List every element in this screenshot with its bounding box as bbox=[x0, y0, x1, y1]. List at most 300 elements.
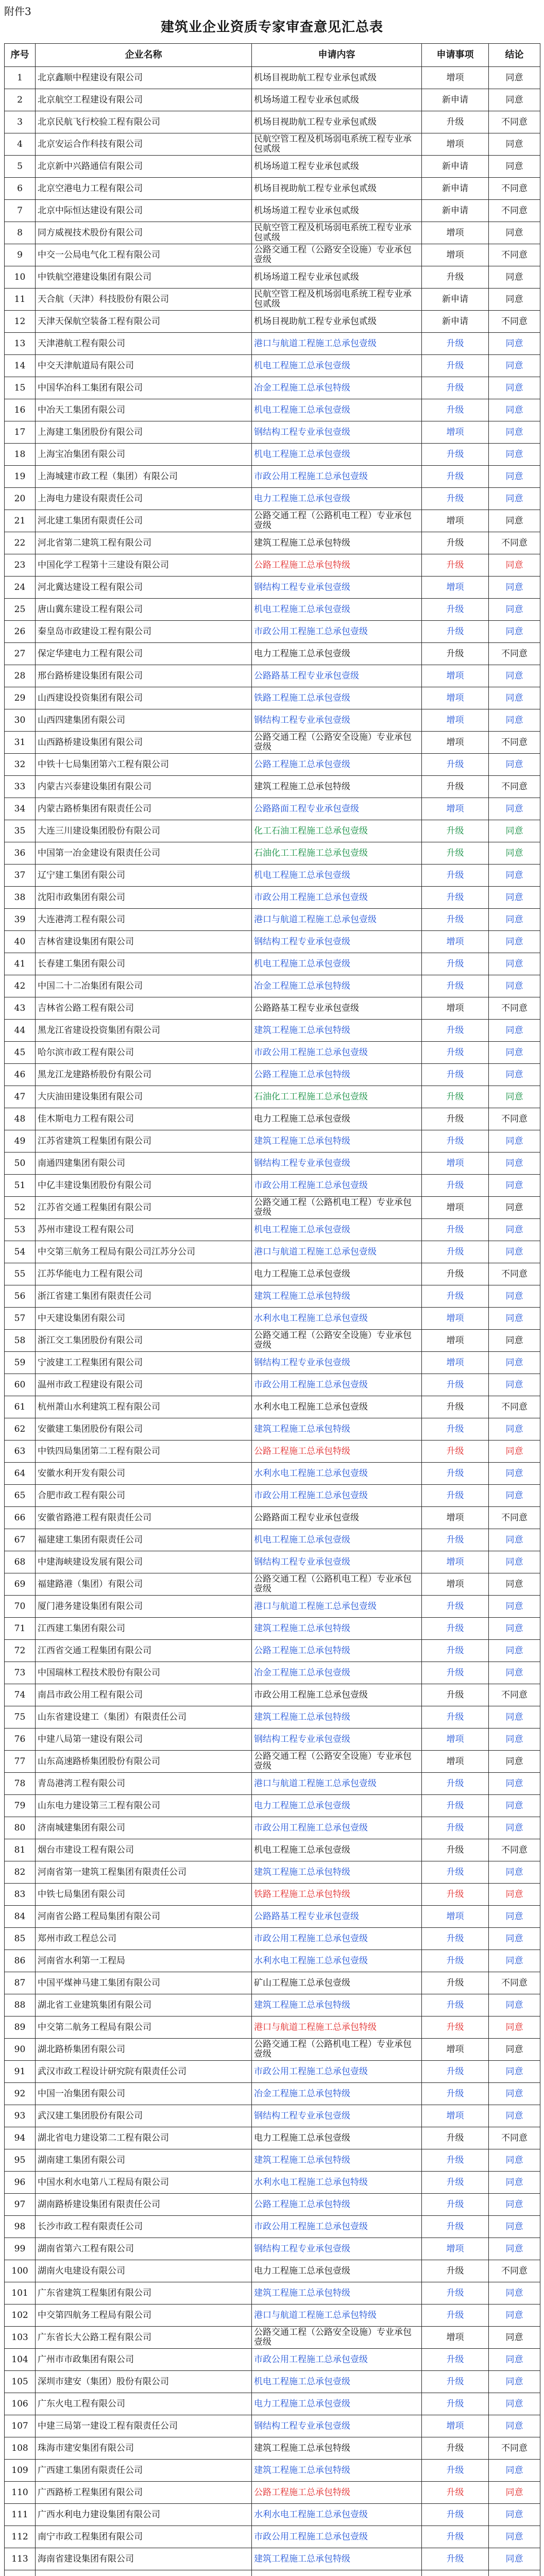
row-content: 民航空管工程及机场弱电系统工程专业承包贰级 bbox=[252, 222, 422, 244]
row-content: 机电工程施工总承包壹级 bbox=[252, 355, 422, 377]
row-result: 不同意 bbox=[489, 1396, 540, 1418]
row-content: 钢结构工程专业承包壹级 bbox=[252, 2415, 422, 2437]
row-company: 安徽建工集团股份有限公司 bbox=[36, 1418, 252, 1440]
row-result: 同意 bbox=[489, 2061, 540, 2083]
row-index: 31 bbox=[5, 732, 36, 754]
row-company: 江苏省建筑工程集团有限公司 bbox=[36, 1130, 252, 1153]
row-content: 机电工程施工总承包壹级 bbox=[252, 1219, 422, 1241]
row-index: 19 bbox=[5, 466, 36, 488]
row-company: 江西建工集团有限公司 bbox=[36, 1618, 252, 1640]
row-result: 同意 bbox=[489, 1064, 540, 1086]
row-content: 钢结构工程专业承包壹级 bbox=[252, 2105, 422, 2127]
row-result: 同意 bbox=[489, 1618, 540, 1640]
row-type: 升级 bbox=[422, 865, 489, 887]
table-row bbox=[5, 1507, 540, 1529]
row-result: 同意 bbox=[489, 577, 540, 599]
row-result: 同意 bbox=[489, 865, 540, 887]
row-content: 市政公用工程施工总承包壹级 bbox=[252, 887, 422, 909]
row-result: 同意 bbox=[489, 333, 540, 355]
row-type: 增项 bbox=[422, 510, 489, 532]
table-row bbox=[5, 222, 540, 244]
row-index: 38 bbox=[5, 887, 36, 909]
row-index: 29 bbox=[5, 687, 36, 709]
row-company: 江苏省交通工程集团有限公司 bbox=[36, 1197, 252, 1219]
row-result: 同意 bbox=[489, 709, 540, 732]
row-type: 升级 bbox=[422, 399, 489, 421]
row-content: 公路工程施工总承包特级 bbox=[252, 1640, 422, 1662]
row-index: 95 bbox=[5, 2149, 36, 2172]
row-type: 增项 bbox=[422, 798, 489, 820]
row-index: 21 bbox=[5, 510, 36, 532]
table-row bbox=[5, 89, 540, 111]
row-company: 天津天保航空装备工程有限公司 bbox=[36, 311, 252, 333]
row-type: 升级 bbox=[422, 266, 489, 289]
row-company: 江西省交通工程集团有限公司 bbox=[36, 1640, 252, 1662]
row-type: 增项 bbox=[422, 1573, 489, 1596]
row-content: 冶金工程施工总承包特级 bbox=[252, 2083, 422, 2105]
table-row bbox=[5, 200, 540, 222]
table-row bbox=[5, 1861, 540, 1884]
row-index: 70 bbox=[5, 1596, 36, 1618]
row-type: 增项 bbox=[422, 67, 489, 89]
row-company: 河南省水利第一工程局 bbox=[36, 1950, 252, 1972]
row-content: 公路工程施工总承包特级 bbox=[252, 2194, 422, 2216]
row-type: 增项 bbox=[422, 665, 489, 687]
row-result: 同意 bbox=[489, 2105, 540, 2127]
row-company: 湖北省工业建筑集团有限公司 bbox=[36, 1994, 252, 2016]
row-index: 50 bbox=[5, 1153, 36, 1175]
row-type: 升级 bbox=[422, 111, 489, 133]
row-company: 山东电力建设第三工程有限公司 bbox=[36, 1795, 252, 1817]
row-index: 36 bbox=[5, 842, 36, 865]
row-result: 同意 bbox=[489, 1751, 540, 1773]
row-company: 黑龙江省建设投资集团有限公司 bbox=[36, 1020, 252, 1042]
row-company: 河南省公路工程局集团有限公司 bbox=[36, 1906, 252, 1928]
row-company: 北京新中兴路通信有限公司 bbox=[36, 156, 252, 178]
row-type: 升级 bbox=[422, 2016, 489, 2039]
row-company: 北京中际恒达建设有限公司 bbox=[36, 200, 252, 222]
row-type: 升级 bbox=[422, 1994, 489, 2016]
row-index: 83 bbox=[5, 1884, 36, 1906]
row-company: 长春建工集团有限公司 bbox=[36, 953, 252, 975]
row-result: 不同意 bbox=[489, 1263, 540, 1285]
row-type: 增项 bbox=[422, 133, 489, 156]
table-row bbox=[5, 2548, 540, 2570]
table-row bbox=[5, 2061, 540, 2083]
row-result: 同意 bbox=[489, 2304, 540, 2327]
row-content: 机场目视助航工程专业承包贰级 bbox=[252, 111, 422, 133]
row-index: 80 bbox=[5, 1817, 36, 1839]
table-row bbox=[5, 1308, 540, 1330]
row-result: 同意 bbox=[489, 1950, 540, 1972]
table-row bbox=[5, 1485, 540, 1507]
row-content: 建筑工程施工总承包特级 bbox=[252, 1706, 422, 1728]
row-index: 49 bbox=[5, 1130, 36, 1153]
row-content: 电力工程施工总承包壹级 bbox=[252, 643, 422, 665]
table-row bbox=[5, 1751, 540, 1773]
row-type: 升级 bbox=[422, 909, 489, 931]
row-content: 钢结构工程专业承包壹级 bbox=[252, 421, 422, 444]
row-result: 同意 bbox=[489, 1440, 540, 1463]
row-index: 60 bbox=[5, 1374, 36, 1396]
row-result: 同意 bbox=[489, 820, 540, 842]
row-content: 钢结构工程专业承包壹级 bbox=[252, 1551, 422, 1573]
row-content: 建筑工程施工总承包特级 bbox=[252, 2282, 422, 2304]
row-result: 同意 bbox=[489, 2216, 540, 2238]
table-row bbox=[5, 931, 540, 953]
row-content: 钢结构工程专业承包壹级 bbox=[252, 577, 422, 599]
row-type: 升级 bbox=[422, 2393, 489, 2415]
row-type: 增项 bbox=[422, 931, 489, 953]
row-company: 长沙市政工程有限责任公司 bbox=[36, 2216, 252, 2238]
row-type: 升级 bbox=[422, 2437, 489, 2460]
row-company: 广西建工集团有限责任公司 bbox=[36, 2460, 252, 2482]
row-company: 郑州市政工程总公司 bbox=[36, 1928, 252, 1950]
table-row bbox=[5, 2415, 540, 2437]
row-index: 56 bbox=[5, 1285, 36, 1308]
table-row bbox=[5, 1928, 540, 1950]
row-index: 74 bbox=[5, 1684, 36, 1706]
row-index: 89 bbox=[5, 2016, 36, 2039]
table-row bbox=[5, 355, 540, 377]
row-company: 中国第一冶金建设有限责任公司 bbox=[36, 842, 252, 865]
row-index: 34 bbox=[5, 798, 36, 820]
row-result: 同意 bbox=[489, 1374, 540, 1396]
table-row bbox=[5, 1573, 540, 1596]
row-company: 上海宝冶集团有限公司 bbox=[36, 444, 252, 466]
row-company: 南宁市政工程集团有限公司 bbox=[36, 2526, 252, 2548]
row-content: 水利水电工程施工总承包壹级 bbox=[252, 1396, 422, 1418]
row-type: 新申请 bbox=[422, 311, 489, 333]
row-company: 中国水利水电第八工程局有限公司 bbox=[36, 2172, 252, 2194]
row-index: 105 bbox=[5, 2371, 36, 2393]
row-company: 山西四建集团有限公司 bbox=[36, 709, 252, 732]
row-result: 同意 bbox=[489, 510, 540, 532]
row-result: 同意 bbox=[489, 1994, 540, 2016]
table-row bbox=[5, 2105, 540, 2127]
row-type: 升级 bbox=[422, 599, 489, 621]
row-type: 增项 bbox=[422, 421, 489, 444]
row-content: 公路交通工程（公路安全设施）专业承包壹级 bbox=[252, 1330, 422, 1352]
row-result: 同意 bbox=[489, 1795, 540, 1817]
row-result: 同意 bbox=[489, 1928, 540, 1950]
row-index: 8 bbox=[5, 222, 36, 244]
row-result: 同意 bbox=[489, 2016, 540, 2039]
row-index: 44 bbox=[5, 1020, 36, 1042]
table-row bbox=[5, 1618, 540, 1640]
row-type: 升级 bbox=[422, 377, 489, 399]
row-content: 民航空管工程及机场弱电系统工程专业承包贰级 bbox=[252, 133, 422, 156]
row-type: 升级 bbox=[422, 2282, 489, 2304]
row-company: 中国一冶集团有限公司 bbox=[36, 2083, 252, 2105]
row-company: 同方威视技术股份有限公司 bbox=[36, 222, 252, 244]
row-index: 107 bbox=[5, 2415, 36, 2437]
row-company: 安徽省路港工程有限责任公司 bbox=[36, 1507, 252, 1529]
row-result: 同意 bbox=[489, 377, 540, 399]
row-company: 武汉建工集团股份有限公司 bbox=[36, 2105, 252, 2127]
row-index: 84 bbox=[5, 1906, 36, 1928]
row-content: 市政公用工程施工总承包壹级 bbox=[252, 1042, 422, 1064]
row-type: 升级 bbox=[422, 1175, 489, 1197]
row-index: 10 bbox=[5, 266, 36, 289]
row-index: 86 bbox=[5, 1950, 36, 1972]
row-company: 中建三局第一建设工程有限责任公司 bbox=[36, 2415, 252, 2437]
row-result: 同意 bbox=[489, 1861, 540, 1884]
row-index: 77 bbox=[5, 1751, 36, 1773]
row-result: 同意 bbox=[489, 754, 540, 776]
table-row bbox=[5, 2327, 540, 2349]
table-row bbox=[5, 377, 540, 399]
row-type bbox=[422, 2570, 489, 2576]
row-result: 同意 bbox=[489, 1596, 540, 1618]
row-content: 钢结构工程专业承包壹级 bbox=[252, 2238, 422, 2260]
table-row bbox=[5, 577, 540, 599]
table-row bbox=[5, 1440, 540, 1463]
row-index: 40 bbox=[5, 931, 36, 953]
row-company: 中铁七局集团有限公司 bbox=[36, 1884, 252, 1906]
table-row bbox=[5, 1950, 540, 1972]
row-type: 升级 bbox=[422, 1064, 489, 1086]
row-type: 增项 bbox=[422, 997, 489, 1020]
row-index: 64 bbox=[5, 1463, 36, 1485]
row-result: 同意 bbox=[489, 599, 540, 621]
table-row bbox=[5, 510, 540, 532]
row-index: 101 bbox=[5, 2282, 36, 2304]
row-type: 升级 bbox=[422, 554, 489, 577]
row-result: 同意 bbox=[489, 2526, 540, 2548]
row-index: 82 bbox=[5, 1861, 36, 1884]
row-result: 同意 bbox=[489, 2149, 540, 2172]
row-content: 市政公用工程施工总承包壹级 bbox=[252, 2526, 422, 2548]
table-row bbox=[5, 178, 540, 200]
table-row bbox=[5, 1795, 540, 1817]
table-row bbox=[5, 2127, 540, 2149]
row-index: 61 bbox=[5, 1396, 36, 1418]
table-row bbox=[5, 1906, 540, 1928]
row-company: 湖南路桥建设集团有限责任公司 bbox=[36, 2194, 252, 2216]
row-result: 不同意 bbox=[489, 1839, 540, 1861]
row-index: 87 bbox=[5, 1972, 36, 1994]
row-content: 钢结构工程专业承包壹级 bbox=[252, 709, 422, 732]
table-row bbox=[5, 2238, 540, 2260]
row-result: 同意 bbox=[489, 2039, 540, 2061]
row-result: 同意 bbox=[489, 266, 540, 289]
row-content: 港口与航道工程施工总承包特级 bbox=[252, 2016, 422, 2039]
row-content: 公路工程施工总承包特级 bbox=[252, 2482, 422, 2504]
row-type: 升级 bbox=[422, 466, 489, 488]
row-content: 电力工程施工总承包壹级 bbox=[252, 1263, 422, 1285]
row-company: 中国二十二冶集团有限公司 bbox=[36, 975, 252, 997]
row-index: 88 bbox=[5, 1994, 36, 2016]
table-row bbox=[5, 2194, 540, 2216]
row-result: 同意 bbox=[489, 421, 540, 444]
row-result: 不同意 bbox=[489, 2260, 540, 2282]
row-result: 同意 bbox=[489, 355, 540, 377]
row-index: 16 bbox=[5, 399, 36, 421]
row-index: 63 bbox=[5, 1440, 36, 1463]
row-result: 同意 bbox=[489, 1728, 540, 1751]
row-result: 同意 bbox=[489, 89, 540, 111]
row-type: 升级 bbox=[422, 1418, 489, 1440]
row-type: 升级 bbox=[422, 1020, 489, 1042]
table-row bbox=[5, 488, 540, 510]
row-result: 同意 bbox=[489, 1219, 540, 1241]
row-company: 吉林省建设集团有限公司 bbox=[36, 931, 252, 953]
table-row bbox=[5, 754, 540, 776]
row-type: 升级 bbox=[422, 2460, 489, 2482]
table-row bbox=[5, 2083, 540, 2105]
row-company: 黑龙江龙建路桥股份有限公司 bbox=[36, 1064, 252, 1086]
row-type: 新申请 bbox=[422, 178, 489, 200]
row-content: 港口与航道工程施工总承包壹级 bbox=[252, 1596, 422, 1618]
row-index: 24 bbox=[5, 577, 36, 599]
row-type: 升级 bbox=[422, 1662, 489, 1684]
row-type: 增项 bbox=[422, 687, 489, 709]
row-result: 不同意 bbox=[489, 1684, 540, 1706]
row-index: 6 bbox=[5, 178, 36, 200]
row-content: 公路交通工程（公路安全设施）专业承包壹级 bbox=[252, 2327, 422, 2349]
row-index: 79 bbox=[5, 1795, 36, 1817]
table-row bbox=[5, 1884, 540, 1906]
row-index: 1 bbox=[5, 67, 36, 89]
row-type: 增项 bbox=[422, 577, 489, 599]
row-content: 机电工程施工总承包壹级 bbox=[252, 1529, 422, 1551]
row-result: 同意 bbox=[489, 1020, 540, 1042]
header-content: 申请内容 bbox=[252, 44, 422, 67]
row-content: 机电工程施工总承包壹级 bbox=[252, 865, 422, 887]
table-row bbox=[5, 997, 540, 1020]
row-content: 建筑工程施工总承包特级 bbox=[252, 1861, 422, 1884]
row-company: 山东高速路桥集团股份有限公司 bbox=[36, 1751, 252, 1773]
row-result: 同意 bbox=[489, 2238, 540, 2260]
row-content: 建筑工程施工总承包特级 bbox=[252, 1130, 422, 1153]
table-row bbox=[5, 244, 540, 266]
table-row bbox=[5, 953, 540, 975]
row-type: 升级 bbox=[422, 1773, 489, 1795]
header-row bbox=[5, 44, 540, 67]
row-content: 公路工程施工总承包壹级 bbox=[252, 754, 422, 776]
row-result: 同意 bbox=[489, 1773, 540, 1795]
row-result: 同意 bbox=[489, 1285, 540, 1308]
row-content: 机场场道工程专业承包贰级 bbox=[252, 156, 422, 178]
table-row bbox=[5, 2526, 540, 2548]
row-content: 冶金工程施工总承包特级 bbox=[252, 377, 422, 399]
row-index: 4 bbox=[5, 133, 36, 156]
row-index: 9 bbox=[5, 244, 36, 266]
row-company: 北京安运合作科技有限公司 bbox=[36, 133, 252, 156]
table-row bbox=[5, 1817, 540, 1839]
table-row bbox=[5, 842, 540, 865]
table-row bbox=[5, 599, 540, 621]
row-type: 升级 bbox=[422, 1263, 489, 1285]
row-company: 大庆油田建设集团有限公司 bbox=[36, 1086, 252, 1108]
row-index: 69 bbox=[5, 1573, 36, 1596]
row-company: 河南省第一建筑工程集团有限责任公司 bbox=[36, 1861, 252, 1884]
table-row bbox=[5, 1263, 540, 1285]
row-content: 公路工程施工总承包特级 bbox=[252, 554, 422, 577]
row-content: 电力工程施工总承包壹级 bbox=[252, 488, 422, 510]
row-type: 升级 bbox=[422, 2260, 489, 2282]
row-content: 市政公用工程施工总承包壹级 bbox=[252, 2061, 422, 2083]
table-row bbox=[5, 1728, 540, 1751]
row-index: 51 bbox=[5, 1175, 36, 1197]
table-row bbox=[5, 311, 540, 333]
row-index: 94 bbox=[5, 2127, 36, 2149]
row-type: 升级 bbox=[422, 1795, 489, 1817]
row-result: 同意 bbox=[489, 2194, 540, 2216]
row-type: 升级 bbox=[422, 1817, 489, 1839]
row-company: 北京空港电力工程有限公司 bbox=[36, 178, 252, 200]
row-content: 机场目视助航工程专业承包贰级 bbox=[252, 67, 422, 89]
row-type: 增项 bbox=[422, 2238, 489, 2260]
row-company: 浙江交工集团股份有限公司 bbox=[36, 1330, 252, 1352]
row-index: 58 bbox=[5, 1330, 36, 1352]
row-result: 同意 bbox=[489, 2548, 540, 2570]
row-company: 佳木斯电力工程有限公司 bbox=[36, 1108, 252, 1130]
row-result: 同意 bbox=[489, 1640, 540, 1662]
row-index: 32 bbox=[5, 754, 36, 776]
row-content: 机场场道工程专业承包贰级 bbox=[252, 200, 422, 222]
row-result: 同意 bbox=[489, 133, 540, 156]
row-result: 同意 bbox=[489, 1308, 540, 1330]
row-content: 石油化工工程施工总承包壹级 bbox=[252, 842, 422, 865]
row-content: 铁路工程施工总承包特级 bbox=[252, 1884, 422, 1906]
row-content: 建筑工程施工总承包特级 bbox=[252, 1020, 422, 1042]
row-result: 同意 bbox=[489, 488, 540, 510]
row-result: 同意 bbox=[489, 1551, 540, 1573]
row-type: 升级 bbox=[422, 643, 489, 665]
table-row bbox=[5, 643, 540, 665]
row-index: 11 bbox=[5, 289, 36, 311]
row-type: 升级 bbox=[422, 2349, 489, 2371]
row-type: 升级 bbox=[422, 1485, 489, 1507]
row-result: 同意 bbox=[489, 2083, 540, 2105]
table-row bbox=[5, 887, 540, 909]
row-company: 湖南省第六工程有限公司 bbox=[36, 2238, 252, 2260]
row-index: 55 bbox=[5, 1263, 36, 1285]
table-row bbox=[5, 2349, 540, 2371]
table-row bbox=[5, 1374, 540, 1396]
row-index bbox=[5, 2570, 36, 2576]
row-type: 升级 bbox=[422, 621, 489, 643]
row-result: 同意 bbox=[489, 1906, 540, 1928]
row-index: 14 bbox=[5, 355, 36, 377]
row-index: 73 bbox=[5, 1662, 36, 1684]
row-company: 中交一公局电气化工程有限公司 bbox=[36, 244, 252, 266]
row-company: 南昌市政公用工程有限公司 bbox=[36, 1684, 252, 1706]
row-content: 市政公用工程施工总承包壹级 bbox=[252, 1374, 422, 1396]
row-index: 102 bbox=[5, 2304, 36, 2327]
row-type: 升级 bbox=[422, 1285, 489, 1308]
row-index: 104 bbox=[5, 2349, 36, 2371]
row-result: 同意 bbox=[489, 1529, 540, 1551]
table-row bbox=[5, 1153, 540, 1175]
row-company: 山西路桥建设集团有限公司 bbox=[36, 732, 252, 754]
row-index: 66 bbox=[5, 1507, 36, 1529]
table-row bbox=[5, 399, 540, 421]
table-row bbox=[5, 1064, 540, 1086]
row-result: 不同意 bbox=[489, 1507, 540, 1529]
row-index: 111 bbox=[5, 2504, 36, 2526]
row-index: 22 bbox=[5, 532, 36, 554]
row-company: 南通四建集团有限公司 bbox=[36, 1153, 252, 1175]
row-type: 新申请 bbox=[422, 89, 489, 111]
table-row bbox=[5, 1418, 540, 1440]
row-type: 增项 bbox=[422, 1197, 489, 1219]
row-index: 43 bbox=[5, 997, 36, 1020]
table-row bbox=[5, 444, 540, 466]
row-result: 同意 bbox=[489, 1175, 540, 1197]
